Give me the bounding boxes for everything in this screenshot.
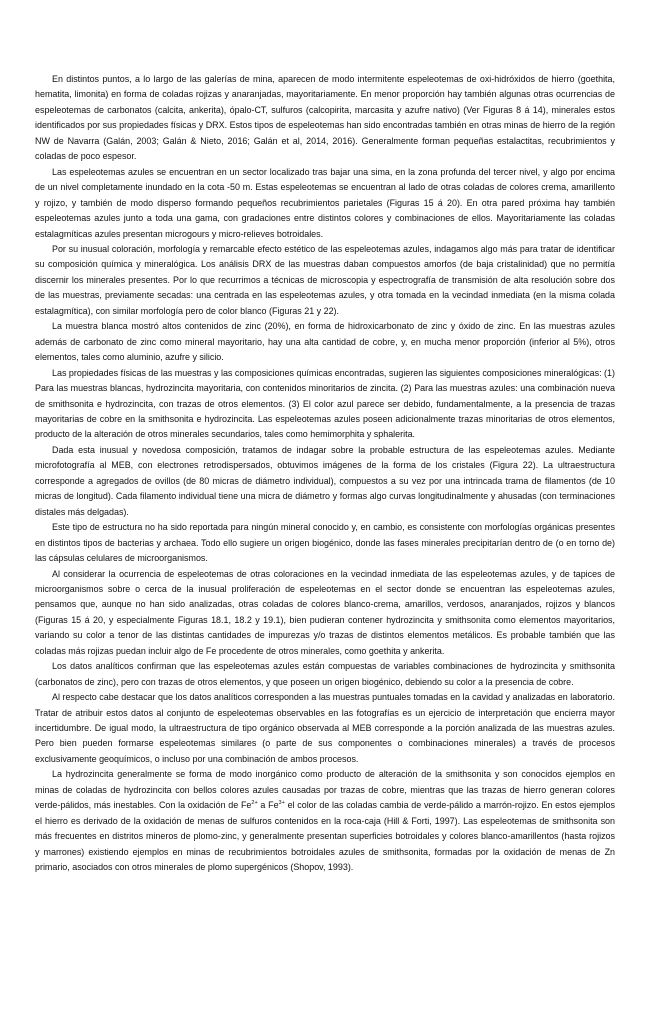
paragraph-biogenic-origin: Este tipo de estructura no ha sido reportada para ningún mineral conocido y, en cambio, es consistente con morfologías orgánicas presentes en distintos tipos de bacterias y archaea. Todo ello sugiere un origen biogénico, donde las fases minerales precipitarían dentro de (o en torno de) las cápsulas celulares de microorganismos. — [35, 522, 615, 564]
paragraph-mineral-composition: Las propiedades físicas de las muestras y las composiciones químicas encontradas, sugieren las siguientes composiciones mineralógicas: (1) Para las muestras blancas, hydrozincita mayoritaria, con contenidos minoritarios de zincita. (2) Para las muestras azules: una combinación nueva de smithsonita e hydrozincita, con trazas de otros elementos. (3) El color azul parece ser debido, fundamentalmente, a la presencia de trazas mayoritarias de cobre en la smithsonita e hydrozincita. Las espeleotemas azules poseen adicionalmente trazas minoritarias de otros elementos, producto de la alteración de otros minerales secundarios, tales como hemimorphita y sphalerita. — [35, 367, 615, 440]
iron-charge-2plus: 2+ — [251, 800, 258, 807]
hydrozincite-text-part2: a Fe — [257, 800, 279, 811]
body-text — [35, 72, 615, 876]
paragraph-hydrozincite-formation — [35, 767, 615, 875]
paragraph-analysis-methods: Por su inusual coloración, morfología y remarcable efecto estético de las espeleotemas azules, indagamos algo más para tratar de identificar su composición química y mineralógica. Los análisis DRX de las muestras daban compuestos amorfos (de baja cristalinidad) que no permitía discernir los minerales presentes. Por lo que recurrimos a técnicas de microscopia y espectrografía de transmisión de alta resolución sobre dos de las muestras, previamente secadas: una centrada en las espeleotemas azules, y otra tomada en la vecindad inmediata (en la misma colada estalagmítica), con similar morfología pero de color blanco (Figuras 21 y 22). — [35, 243, 615, 316]
paragraph-blue-speleothems-location: Las espeleotemas azules se encuentran en un sector localizado tras bajar una sima, en la zona profunda del tercer nivel, y algo por encima de un nivel completamente inundado en la cota -50 m. Estas espeleotemas se encuentran al lado de otras coladas de colores crema, amarillento y rojizo, y también de modo disperso formando pequeños recubrimientos parietales (Figuras 15 á 20). En otra pared próxima hay también espeleotemas azules junto a toda una gama, con gradaciones entre distintos colores y combinaciones de ellos. Mayoritariamente las coladas estalagmíticas azules presentan microgours y micro-relieves botroidales. — [35, 166, 615, 239]
paragraph-sem-structure: Dada esta inusual y novedosa composición, tratamos de indagar sobre la probable estructura de las espeleotemas azules. Mediante microfotografía al MEB, con electrones retrodispersados, obtuvimos imágenes de la forma de los cristales (Figura 22). La ultraestructura corresponde a agregados de ovillos (de 80 micras de diámetro individual), compuestos a su vez por una intrincada trama de filamentos (de 10 micras de longitud). Cada filamento individual tiene una micra de diámetro y formas algo curvas longitudinalmente y ahusadas (con terminaciones distales más delgadas). — [35, 444, 615, 517]
paragraph-interpretation: Al respecto cabe destacar que los datos analíticos corresponden a las muestras puntuales tomadas en la cavidad y analizadas en laboratorio. Tratar de atribuir estos datos al conjunto de espeleotemas observables en las fotografías es un ejercicio de interpretación que encierra mayor incertidumbre. De igual modo, la ultraestructura de tipo orgánico observada al MEB corresponde a la porción analizada de las muestras azules. Pero bien pueden formarse espeleotemas similares (o parte de sus componentes o combinaciones minerales) a través de procesos exclusivamente geoquímicos, o incluso por una combinación de ambos procesos. — [35, 692, 615, 764]
paragraph-mine-speleothems: En distintos puntos, a lo largo de las galerías de mina, aparecen de modo intermitente espeleotemas de oxi-hidróxidos de hierro (goethita, hematita, limonita) en forma de coladas rojizas y anaranjadas, mayoritariamente. En menor proporción hay también algunas otras ocurrencias de espeleotemas de carbonatos (calcita, ankerita), ópalo-CT, sulfuros (calcopirita, marcasita y azufre nativo) (Ver Figuras 8 á 14), minerales estos identificados por sus propiedades físicas y DRX. Estos tipos de espeleotemas han sido encontradas también en otras minas de hierro de la región NW de Navarra (Galán, 2003; Galán & Nieto, 2016; Galán et al, 2014, 2016). Generalmente forman pequeñas estalactitas, recubrimientos y coladas de poco espesor. — [35, 74, 615, 162]
hydrozincite-text-part3: el color de las coladas cambia de verde-pálido a marrón-rojizo. En estos ejemplos el hierro es derivado de la oxidación de menas de sulfuros contenidos en la roca-caja (Hill & Forti, 1997). Las espeleotemas de smithsonita son más frecuentes en distritos mineros de plomo-zinc, y generalmente presentan superficies botroidales y colores blanco-amarillentos (hasta rojizos y marrones) existiendo ejemplos en minas de recubrimientos botroidales azules de smithsonita, formadas por la oxidación de menas de Zn primario, asociados con otros minerales de plomo supergénicos (Shopov, 1993). — [35, 800, 615, 873]
paragraph-white-sample: La muestra blanca mostró altos contenidos de zinc (20%), en forma de hidroxicarbonato de zinc y óxido de zinc. En las muestras azules además de carbonato de zinc como mineral mayoritario, hay una alta cantidad de cobre, y, en mucha menor proporción (inferior al 5%), otros elementos, tales como aluminio, azufre y silicio. — [35, 321, 615, 363]
paragraph-other-colorations: Al considerar la ocurrencia de espeleotemas de otras coloraciones en la vecindad inmediata de las espeleotemas azules, y de tapices de microorganismos sobre o cerca de la inusual proliferación de espeleotemas en el sector donde se encuentran las espeleotemas azules, pensamos que, aunque no han sido analizadas, otras coladas de colores blanco-crema, amarillos, verdosos, anaranjados, rojizos y blancos (Figuras 15 á 20, y especialmente Figuras 18.1, 18.2 y 19.1), bien pudieran contener hydrozincita y smithsonita como elementos mayoritarios, variando su color a tenor de las distintas cantidades de impurezas y/o trazas de distintos elementos metálicos. Es probable también que las coladas más rojizas puedan incluir algo de Fe procedente de otros minerales, como goethita y ankerita. — [35, 568, 615, 656]
iron-charge-3plus: 3+ — [278, 800, 285, 807]
hydrozincite-text-part1: La hydrozincita generalmente se forma de modo inorgánico como producto de alteración de la smithsonita y son conocidos ejemplos en minas de coladas de hydrozincita con bellos colores azules causadas por trazas de cobre, mientras que las trazas de hierro generan colores verde-pálidos, más inestables. Con la oxidación de Fe — [35, 769, 615, 811]
paragraph-analytical-data: Los datos analíticos confirman que las espeleotemas azules están compuestas de variables combinaciones de hydrozincita y smithsonita (carbonatos de zinc), pero con trazas de otros elementos, y que poseen un origen biogénico, debiendo su color a la presencia de cobre. — [35, 661, 615, 687]
